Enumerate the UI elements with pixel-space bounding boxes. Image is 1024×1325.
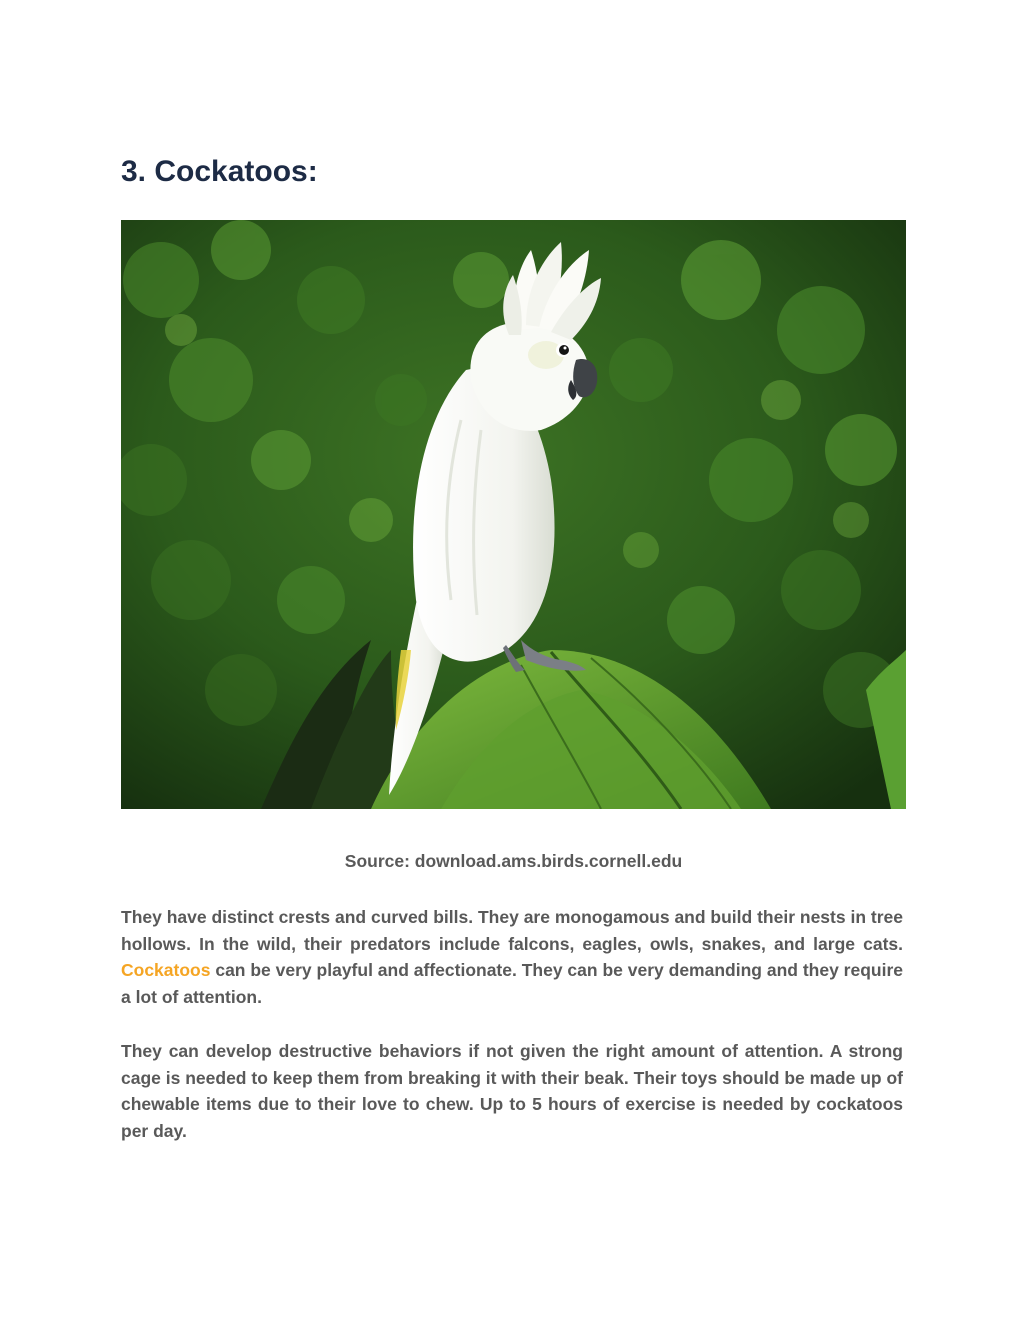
cockatoos-link[interactable]: Cockatoos [121, 960, 211, 980]
cockatoo-photo [121, 220, 906, 809]
paragraph-description [121, 904, 903, 1010]
image-source-caption: Source: download.ams.birds.cornell.edu [344, 851, 683, 871]
paragraph-care: They can develop destructive behaviors if not given the right amount of attention. A strong cage is needed to keep them from breaking it with their beak. Their toys should be made up of chewable items due to their love to chew. Up to 5 hours of exercise is needed by cockatoos per day. [121, 1041, 903, 1141]
paragraph-text-end: can be very playful and affectionate. They can be very demanding and they require a lot of attention. [121, 960, 903, 1007]
paragraph-text-start: They have distinct crests and curved bills. They are monogamous and build their nests in tree hollows. In the wild, their predators include falcons, eagles, owls, snakes, and large cats. [121, 907, 903, 954]
section-heading: 3. Cockatoos: [121, 155, 318, 188]
